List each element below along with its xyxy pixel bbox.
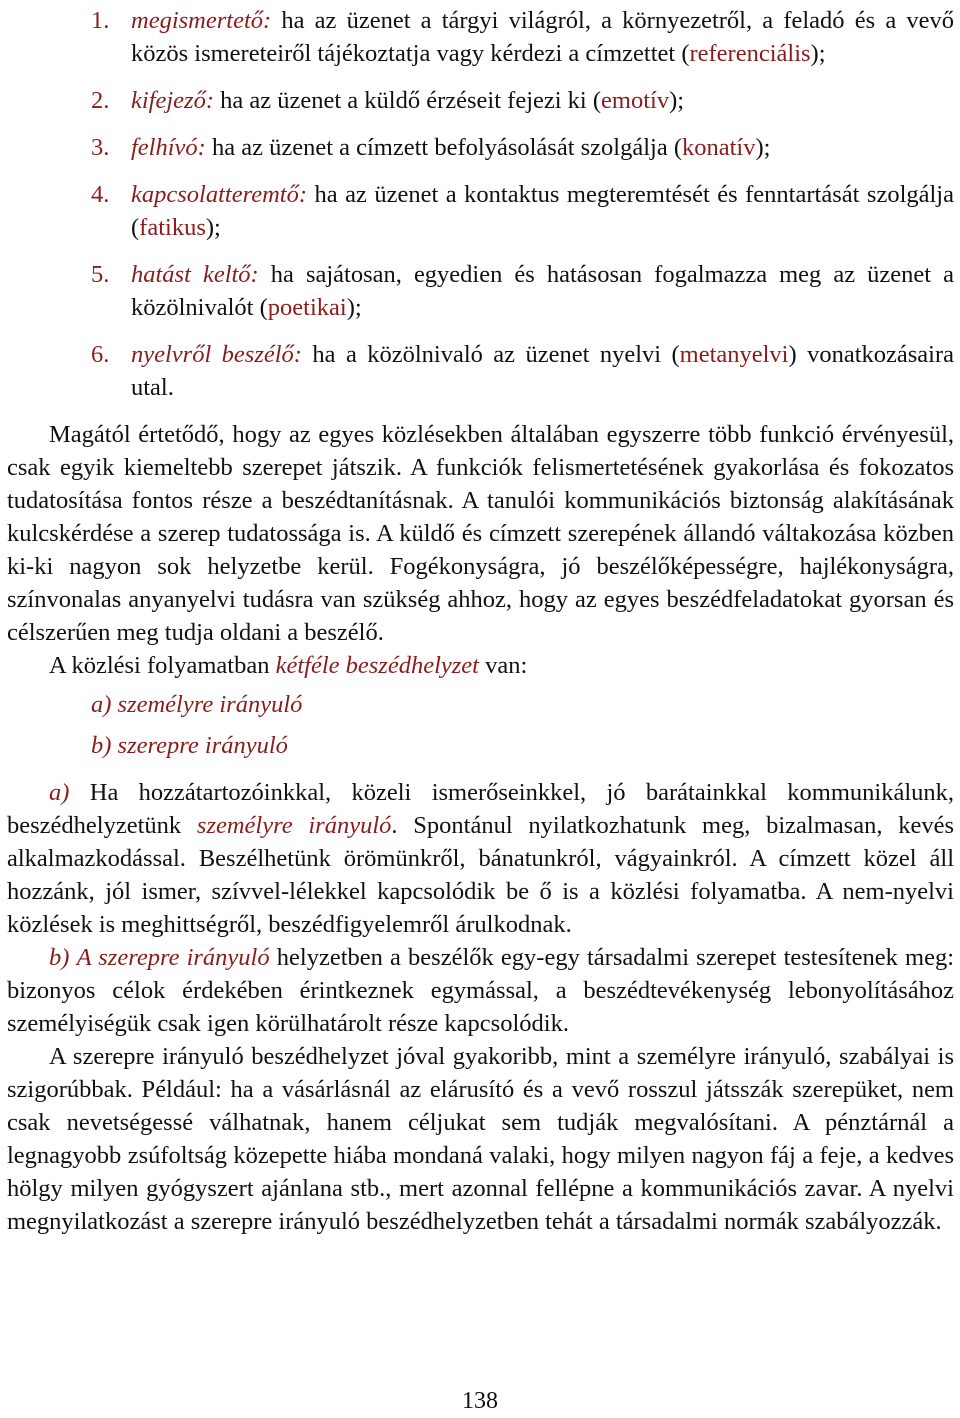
function-list bbox=[7, 4, 954, 404]
function-item: 5. hatást keltő: ha sajátosan, egyedien és hatásosan fogalmazza meg az üzenet a közölnivalót (poetikai); bbox=[91, 261, 955, 321]
paragraph-role: b) A szerepre irányuló helyzetben a beszélők egy-egy társadalmi szerepet testesítenek meg: bizonyos célok érdekében érintkeznek egymással, a beszédtevékenység lebonyolításához személyiségük csak igen körülhatárolt része kapcsolódik. bbox=[7, 944, 954, 1037]
page-number: 138 bbox=[462, 1388, 498, 1414]
situation-list bbox=[7, 688, 954, 762]
function-item: 3. felhívó: ha az üzenet a címzett befolyásolását szolgálja (konatív); bbox=[91, 134, 771, 161]
paragraph-personal: a) Ha hozzátartozóinkkal, közeli ismerőseinkkel, jó barátainkkal kommunikálunk, beszédhelyzetünk személyre irányuló. Spontánul nyilatkozhatunk meg, bizalmasan, kevés alkalmazkodással. Beszélhetünk örömünkről, bánatunkról, vágyainkról. A címzett közel áll hozzánk, jól ismer, szívvel-lélekkel kapcsolódik be ő is a közlési folyamatba. A nem-nyelvi közlések is meghittségről, beszédfigyelemről árulkodnak. bbox=[7, 779, 954, 938]
paragraph-functions: Magától értetődő, hogy az egyes közlésekben általában egyszerre több funkció érvényesül, csak egyik kiemeltebb szerepet játszik. A funkciók felismertetésének gyakorlása és fokozatos tudatosítása fontos része a beszédtanításnak. A tanulói kommunikációs biztonság alakításának kulcskérdése a szerep tudatossága is. A küldő és címzett szerepének állandó váltakozása közben ki-ki nagyon sok helyzetbe kerül. Fogékonyságra, jó beszélőképességre, hajlékonyságra, színvonalas anyanyelvi tudásra van szükség ahhoz, hogy az egyes beszédfeladatokat gyorsan és célszerűen meg tudja oldani a beszélő. bbox=[7, 421, 954, 646]
function-item: 2. kifejező: ha az üzenet a küldő érzéseit fejezi ki (emotív); bbox=[91, 87, 685, 114]
situation-item: b) szerepre irányuló bbox=[91, 732, 288, 759]
paragraph-situations-intro: A közlési folyamatban kétféle beszédhelyzet van: bbox=[49, 652, 528, 679]
function-item: 1. megismertető: ha az üzenet a tárgyi világról, a környezetről, a feladó és a vevő közös ismereteiről tájékoztatja vagy kérdezi a címzettet (referenciális); bbox=[91, 7, 954, 67]
paragraph-role-norms: A szerepre irányuló beszédhelyzet jóval gyakoribb, mint a személyre irányuló, szabályai is szigorúbbak. Például: ha a vásárlásnál az elárusító és a vevő rosszul játsszák szerepüket, nem csak nevetségessé válhatnak, hanem céljukat sem tudják megvalósítani. A pénztárnál a legnagyobb zsúfoltság közepette hiába mondaná valaki, hogy milyen nagyon fáj a feje, a kedves hölgy milyen gyógyszert ajánlana stb., mert azonnal fellépne a kommunikációs zavar. A nyelvi megnyilatkozást a szerepre irányuló beszédhelyzetben tehát a társadalmi normák szabályozzák. bbox=[7, 1043, 954, 1235]
function-item: 4. kapcsolatteremtő: ha az üzenet a kontaktus megteremtését és fenntartását szolgálja (fatikus); bbox=[91, 181, 954, 241]
situation-item: a) személyre irányuló bbox=[91, 691, 303, 718]
function-item: 6. nyelvről beszélő: ha a közölnivaló az üzenet nyelvi (metanyelvi) vonatkozásaira utal. bbox=[91, 341, 955, 401]
